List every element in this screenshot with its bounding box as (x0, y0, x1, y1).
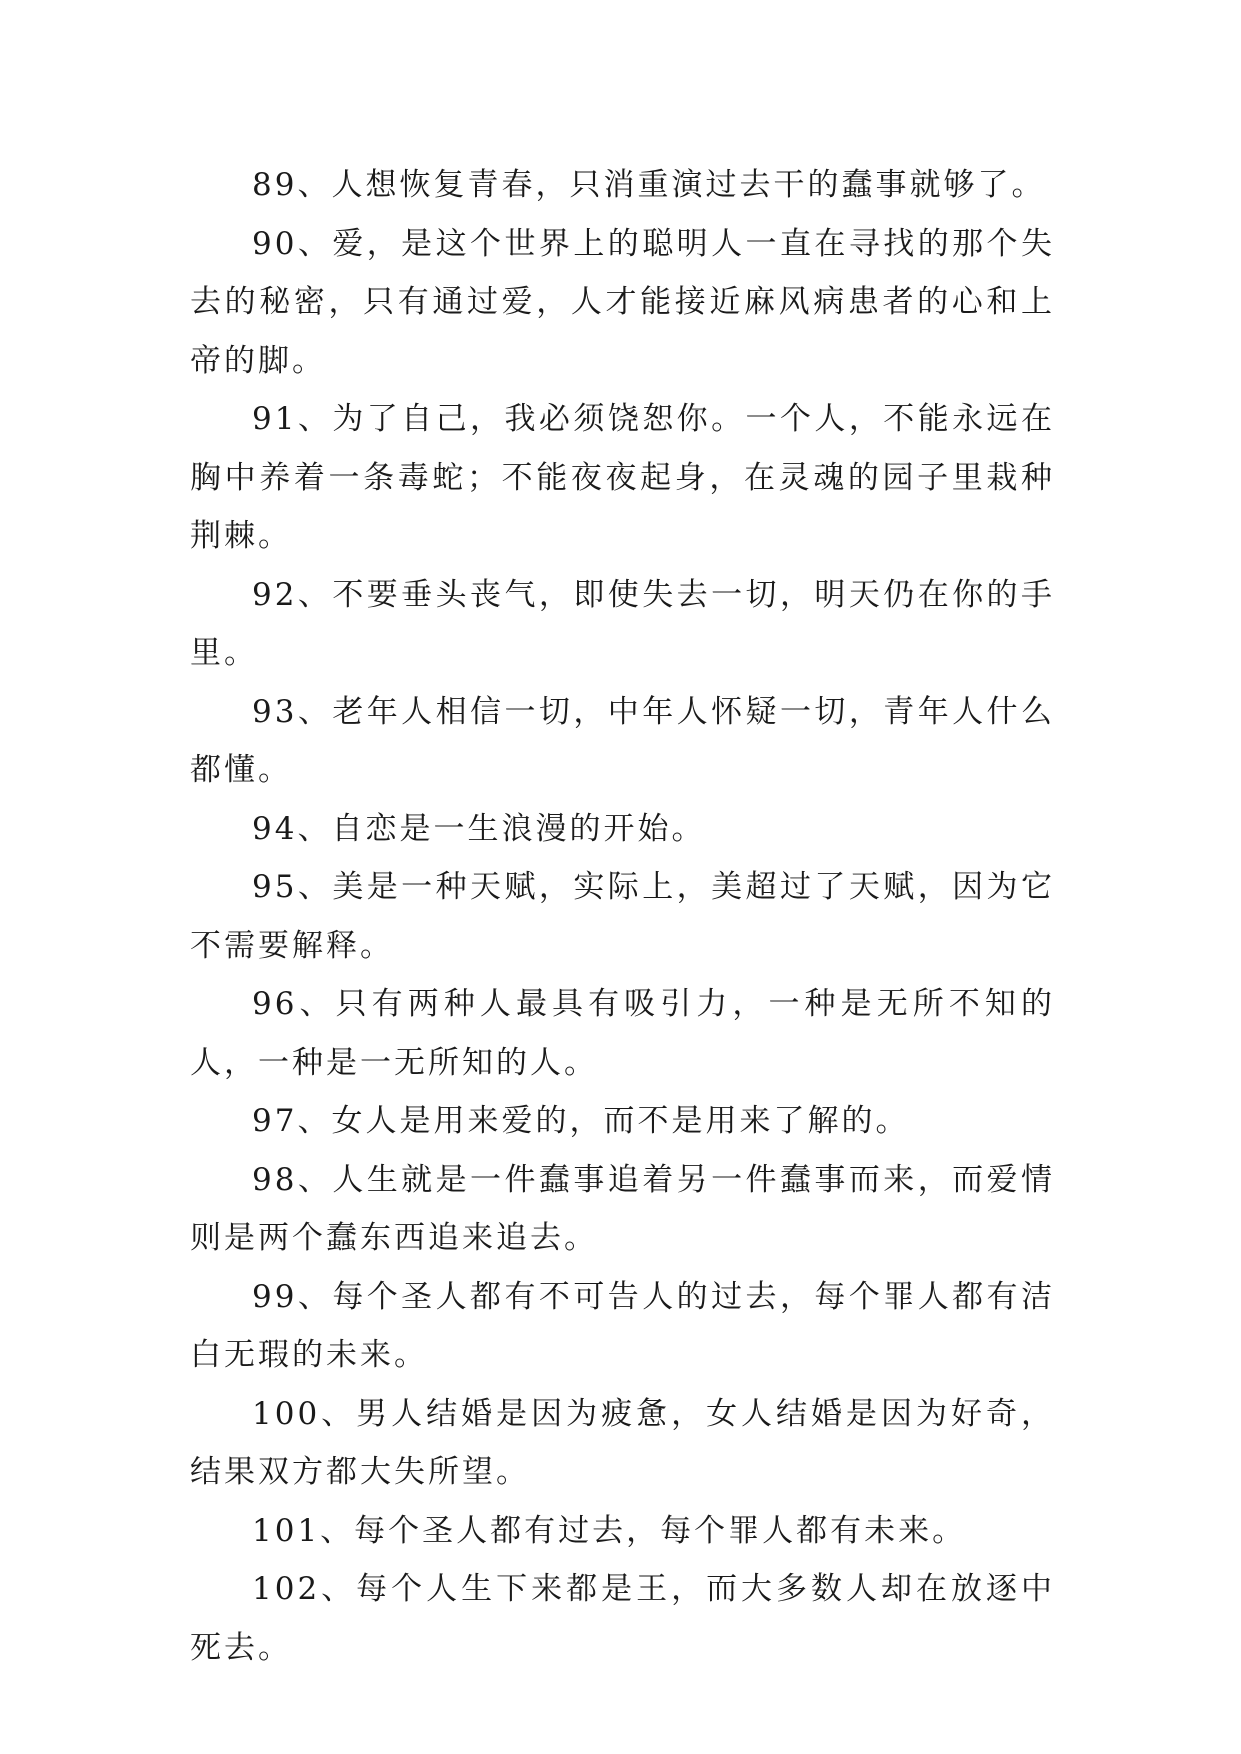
paragraph-94: 94、自恋是一生浪漫的开始。 (252, 810, 706, 847)
paragraph-93: 93、老年人相信一切，中年人怀疑一切，青年人什么都懂。 (190, 693, 1055, 788)
document-body (190, 156, 1055, 1677)
paragraph-101: 101、每个圣人都有过去，每个罪人都有未来。 (252, 1512, 967, 1549)
paragraph-96: 96、只有两种人最具有吸引力，一种是无所不知的人，一种是一无所知的人。 (190, 986, 1055, 1081)
paragraph-98: 98、人生就是一件蠢事追着另一件蠢事而来，而爱情则是两个蠢东西追来追去。 (190, 1161, 1055, 1256)
paragraph-100: 100、男人结婚是因为疲惫，女人结婚是因为好奇，结果双方都大失所望。 (190, 1395, 1055, 1490)
paragraph-102: 102、每个人生下来都是王，而大多数人却在放逐中死去。 (190, 1571, 1055, 1666)
paragraph-91: 91、为了自己，我必须饶恕你。一个人，不能永远在胸中养着一条毒蛇；不能夜夜起身，在灵魂的园子里栽种荆棘。 (190, 401, 1055, 554)
paragraph-89: 89、人想恢复青春，只消重演过去干的蠢事就够了。 (252, 167, 1046, 203)
paragraph-92: 92、不要垂头丧气，即使失去一切，明天仍在你的手里。 (190, 576, 1055, 671)
paragraph-90: 90、爱，是这个世界上的聪明人一直在寻找的那个失去的秘密，只有通过爱，人才能接近麻风病患者的心和上帝的脚。 (190, 225, 1055, 379)
paragraph-97: 97、女人是用来爱的，而不是用来了解的。 (252, 1103, 910, 1139)
paragraph-95: 95、美是一种天赋，实际上，美超过了天赋，因为它不需要解释。 (190, 869, 1055, 964)
paragraph-99: 99、每个圣人都有不可告人的过去，每个罪人都有洁白无瑕的未来。 (190, 1278, 1055, 1373)
